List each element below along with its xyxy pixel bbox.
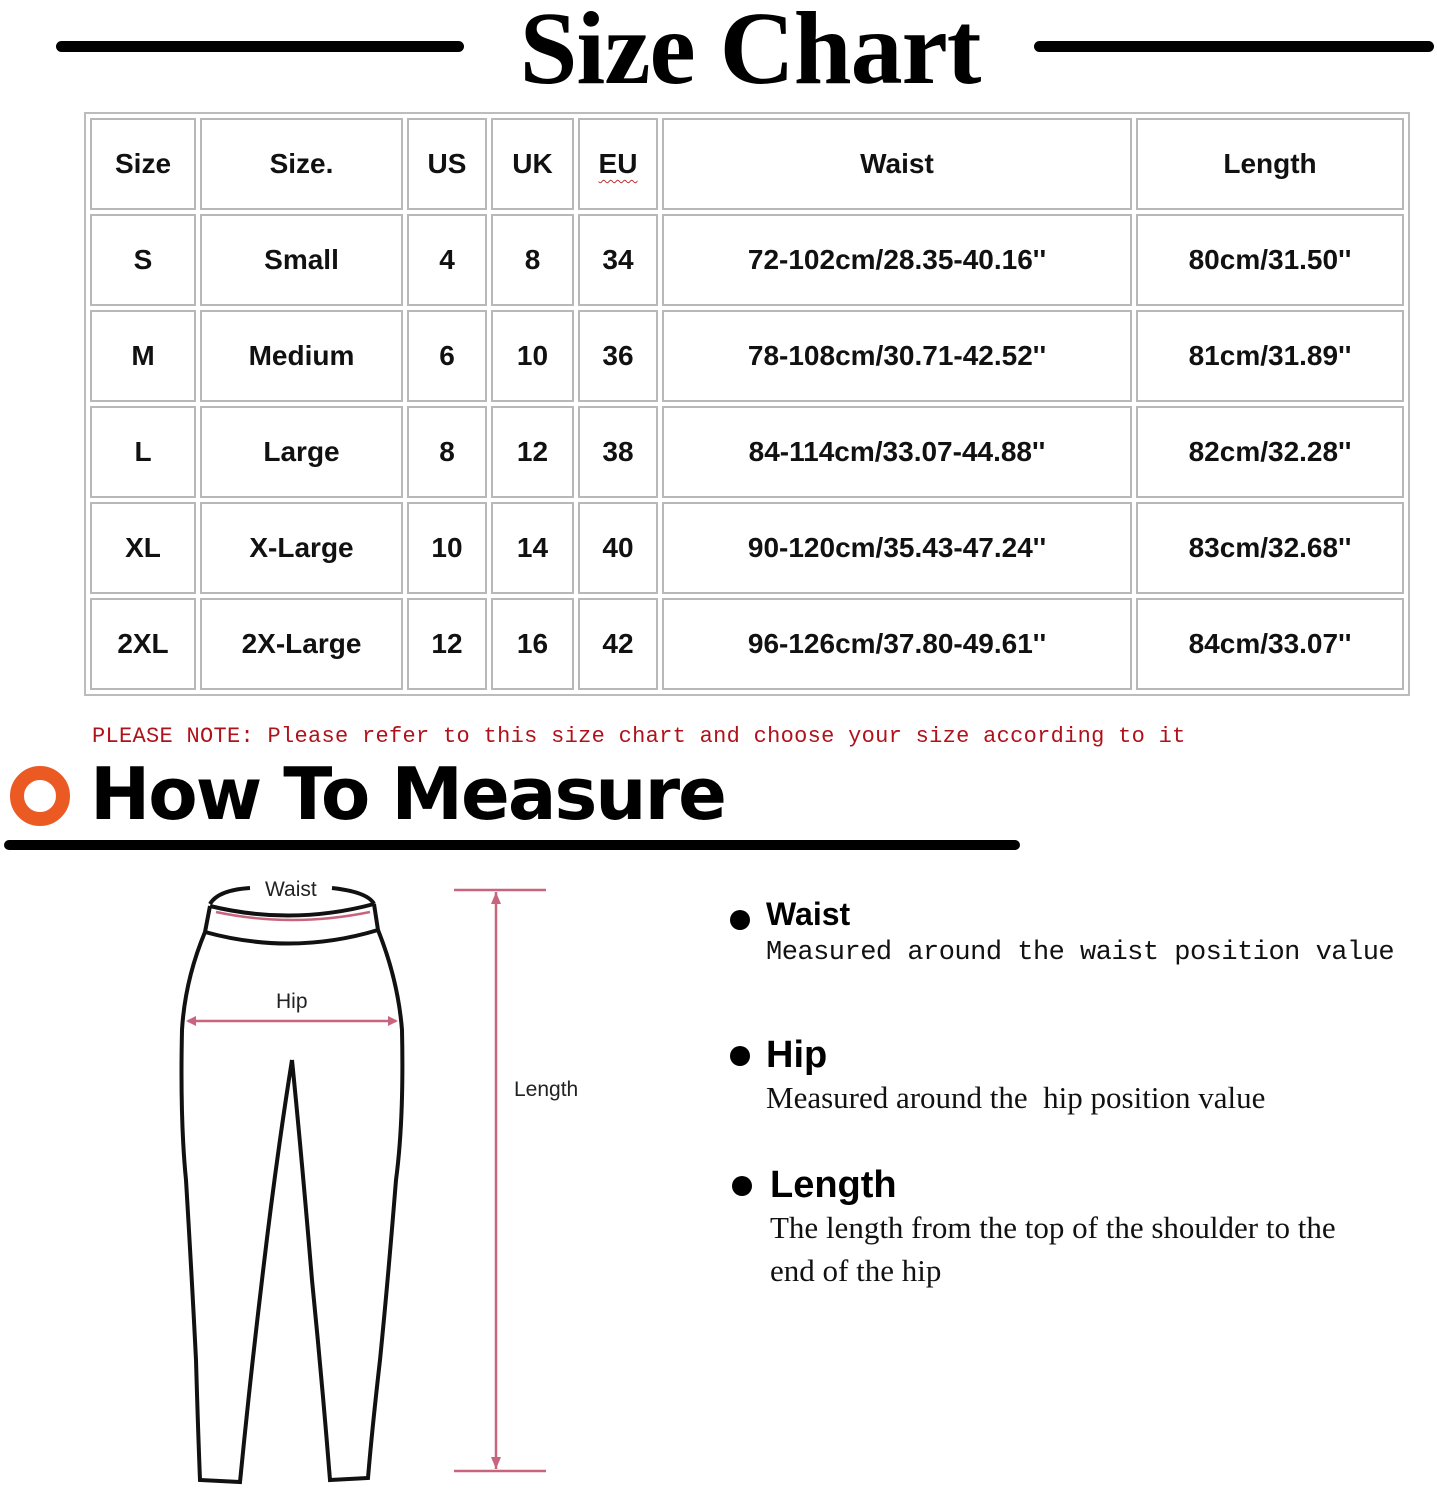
cell-eu: 38 <box>578 406 658 498</box>
table-row <box>90 214 1404 306</box>
column-header-eu-label: EU <box>598 148 638 179</box>
column-header-size: Size <box>90 118 196 210</box>
title-rule-left <box>56 41 464 52</box>
cell-uk: 8 <box>491 214 574 306</box>
cell-length: 84cm/33.07'' <box>1136 598 1404 690</box>
cell-waist: 72-102cm/28.35-40.16'' <box>662 214 1132 306</box>
section-rule <box>4 840 1020 850</box>
bullet-icon <box>730 910 750 930</box>
waist-diagram-label: Waist <box>265 878 317 901</box>
cell-length: 81cm/31.89'' <box>1136 310 1404 402</box>
waistband-bottom <box>205 930 378 944</box>
cell-length: 83cm/32.68'' <box>1136 502 1404 594</box>
measure-desc-length: The length from the top of the shoulder to the end of the hip <box>770 1210 1336 1288</box>
measure-term-hip: Hip <box>766 1034 828 1076</box>
measure-term-waist: Waist <box>766 896 851 932</box>
cell-size: L <box>90 406 196 498</box>
cell-waist: 78-108cm/30.71-42.52'' <box>662 310 1132 402</box>
cell-us: 4 <box>407 214 487 306</box>
section-title: How To Measure <box>90 752 725 836</box>
cell-size: M <box>90 310 196 402</box>
waistband-top <box>210 888 250 904</box>
cell-eu: 42 <box>578 598 658 690</box>
hip-arrow-right <box>388 1016 398 1026</box>
column-header-waist: Waist <box>662 118 1132 210</box>
cell-size: 2XL <box>90 598 196 690</box>
table-header-row <box>90 118 1404 210</box>
waistband-top-right <box>332 888 374 904</box>
cell-us: 12 <box>407 598 487 690</box>
cell-size: XL <box>90 502 196 594</box>
length-arrow-bottom <box>491 1457 501 1469</box>
measure-item-waist <box>730 896 1410 986</box>
column-header-size-name: Size. <box>200 118 403 210</box>
cell-size-name: Medium <box>200 310 403 402</box>
size-note: PLEASE NOTE: Please refer to this size chart and choose your size according to it <box>92 724 1186 749</box>
column-header-us: US <box>407 118 487 210</box>
cell-size-name: Small <box>200 214 403 306</box>
title-rule-right <box>1034 41 1434 52</box>
cell-eu: 40 <box>578 502 658 594</box>
cell-size-name: X-Large <box>200 502 403 594</box>
table-row <box>90 598 1404 690</box>
cell-waist: 90-120cm/35.43-47.24'' <box>662 502 1132 594</box>
orange-ring-icon <box>8 764 72 828</box>
cell-waist: 84-114cm/33.07-44.88'' <box>662 406 1132 498</box>
table-row <box>90 310 1404 402</box>
cell-length: 80cm/31.50'' <box>1136 214 1404 306</box>
hip-diagram-label: Hip <box>276 990 308 1013</box>
measure-desc-hip: Measured around the hip position value <box>766 1080 1266 1115</box>
cell-uk: 10 <box>491 310 574 402</box>
size-chart-table <box>84 112 1410 696</box>
bullet-icon <box>732 1176 752 1196</box>
measure-desc-waist: Measured around the waist position value <box>766 938 1395 968</box>
bullet-icon <box>730 1046 750 1066</box>
cell-size: S <box>90 214 196 306</box>
cell-uk: 16 <box>491 598 574 690</box>
cell-us: 10 <box>407 502 487 594</box>
table-row <box>90 406 1404 498</box>
waistband-front <box>210 904 374 916</box>
ring-shape <box>17 773 63 819</box>
cell-waist: 96-126cm/37.80-49.61'' <box>662 598 1132 690</box>
cell-length: 82cm/32.28'' <box>1136 406 1404 498</box>
cell-size-name: Large <box>200 406 403 498</box>
measure-term-length: Length <box>770 1164 897 1206</box>
cell-uk: 12 <box>491 406 574 498</box>
table-row <box>90 502 1404 594</box>
column-header-eu <box>578 118 658 210</box>
column-header-length: Length <box>1136 118 1404 210</box>
right-leg-outline <box>292 904 402 1480</box>
cell-size-name: 2X-Large <box>200 598 403 690</box>
cell-uk: 14 <box>491 502 574 594</box>
column-header-uk: UK <box>491 118 574 210</box>
length-arrow-top <box>491 892 501 904</box>
measure-item-hip <box>730 1034 1410 1124</box>
measure-item-length <box>732 1164 1372 1294</box>
leggings-diagram <box>0 860 640 1490</box>
cell-eu: 34 <box>578 214 658 306</box>
cell-eu: 36 <box>578 310 658 402</box>
cell-us: 8 <box>407 406 487 498</box>
length-diagram-label: Length <box>514 1078 579 1101</box>
cell-us: 6 <box>407 310 487 402</box>
page-title: Size Chart <box>519 0 981 106</box>
hip-arrow-left <box>186 1016 196 1026</box>
